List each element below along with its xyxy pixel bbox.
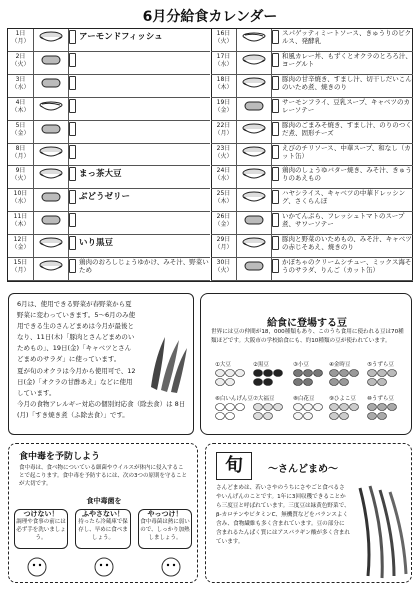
calendar-row (211, 166, 413, 189)
bean-label: ⑩うずら豆 (367, 396, 394, 402)
milk-icon (69, 99, 76, 113)
calendar-row (211, 29, 413, 52)
calendar-date (211, 75, 237, 97)
date-weekday: （月） (11, 38, 30, 45)
rice-icon (237, 121, 272, 143)
milk-icon (69, 53, 76, 67)
food-poisoning-title: 食中毒を予防しよう (19, 452, 101, 462)
calendar-menu: 豚肉のごまみそ焼き、すまし汁、のりのつくだ煮、固形チーズ (282, 120, 412, 137)
bean-label: ③小豆 (293, 362, 309, 368)
calendar-date (211, 189, 237, 211)
rule-kill-title: やっつけ！ (147, 510, 183, 518)
date-weekday: （月） (11, 267, 30, 275)
calendar-menu: いり黒豆 (79, 238, 114, 249)
okra-icon (141, 332, 189, 394)
date-weekday: （水） (214, 60, 233, 68)
calendar-menu (79, 52, 209, 74)
bean-icon (367, 402, 399, 422)
milk-icon (272, 259, 279, 273)
calendar-menu: かぼちゃのクリームシチュー、ミックス海そうのサラダ、りんご（カット缶） (282, 258, 412, 275)
rice-icon (237, 189, 272, 211)
rule-grow-text: 持ったら冷蔵庫で保存し、早めに食べましょう。 (78, 519, 128, 541)
rule-attach-text: 調理や食事の前には必ず手を洗いましょう。 (16, 519, 66, 541)
notice-paragraph-2: 夏が旬のオクラは今月から使用可で、12日(金)「オクラの甘酢あえ」などに使用しています。 (17, 367, 136, 397)
calendar-menu: まっ茶大豆 (79, 169, 122, 180)
bread-icon (34, 75, 69, 97)
bean-icon (215, 368, 247, 388)
calendar-row (8, 258, 210, 281)
bread-icon (34, 121, 69, 143)
date-day: 26日 (216, 213, 231, 221)
rice-icon (237, 144, 272, 166)
noodle-icon (237, 29, 272, 51)
bread-icon (237, 258, 272, 280)
date-day: 15日 (13, 259, 28, 267)
calendar-date (211, 166, 237, 188)
bean-icon (253, 368, 285, 388)
date-weekday: （金） (11, 244, 30, 252)
calendar-date (8, 212, 34, 234)
milk-icon (272, 145, 279, 159)
date-weekday: （木） (11, 106, 30, 114)
date-day: 30日 (216, 259, 231, 267)
date-day: 11日 (13, 213, 28, 221)
seasonal-vegetable-notice (8, 293, 194, 435)
date-day: 29日 (216, 236, 231, 244)
calendar-row (8, 121, 210, 144)
bean-label: ⑦大福豆 (253, 396, 275, 402)
rice-icon (34, 235, 69, 257)
bread-icon (34, 212, 69, 234)
date-day: 1日 (15, 30, 26, 37)
date-day: 12日 (13, 236, 28, 244)
date-weekday: （月） (214, 129, 233, 137)
bean-label: ⑨ひよこ豆 (329, 396, 356, 402)
milk-icon (272, 190, 279, 204)
rule-kill-text: 食中毒菌は熱に弱いので、しっかり加熱しましょう。 (140, 519, 190, 541)
milk-icon (272, 99, 279, 113)
rule-attach (14, 509, 68, 549)
page-title: 6月分給食カレンダー (142, 9, 278, 25)
bread-icon (237, 98, 272, 120)
calendar-row (211, 75, 413, 98)
calendar-menu (79, 212, 209, 234)
calendar-row (211, 258, 413, 281)
calendar-row (8, 75, 210, 98)
calendar-row (8, 212, 210, 235)
calendar-date (8, 166, 34, 188)
calendar-menu (79, 144, 209, 166)
date-day: 4日 (15, 98, 26, 106)
calendar-date (8, 258, 34, 280)
calendar-date (8, 29, 34, 51)
date-weekday: （火） (11, 175, 30, 183)
date-weekday: （火） (214, 152, 233, 160)
calendar-right-column (211, 29, 414, 281)
beans-title: 給食に登場する豆 (267, 318, 347, 329)
food-poisoning-section (8, 443, 198, 583)
milk-icon (69, 30, 76, 44)
sandomame-body: さんどまめは、若いさやのうちにさやごと食べるさやいんげんのことです。1年に3回収穫できることから三度豆と呼ばれています。三度豆は緑黄色野菜で、β-カロテンやビタミンC、無機質などをバランスよく含み、食物繊維も多く含まれています。豆の部分に含まれるたんぱく質にはアスパラギン酸が多く含まれています。 (216, 485, 350, 545)
date-day: 18日 (216, 75, 231, 83)
calendar-date (211, 29, 237, 51)
date-weekday: （金） (214, 106, 233, 114)
bean-label: ⑧白花豆 (293, 396, 315, 402)
calendar-row (211, 189, 413, 212)
beans-intro: 世界には豆の仲間が18，000種類もあり、このうち食用に使われる豆は70種類ほどです。大阪市の学校給食にも、約10種類の豆が使われています。 (211, 329, 404, 344)
season-tag: 旬 (216, 452, 252, 480)
milk-icon (272, 30, 279, 44)
noodle-icon (34, 98, 69, 120)
milk-icon (69, 190, 76, 204)
date-weekday: （月） (214, 244, 233, 252)
calendar-date (211, 212, 237, 234)
date-weekday: （木） (214, 83, 233, 91)
date-day: 2日 (15, 52, 26, 60)
calendar-row (211, 235, 413, 258)
rule-kill (138, 509, 192, 549)
calendar-row (211, 144, 413, 167)
rice-icon (34, 166, 69, 188)
rule-grow (75, 509, 131, 549)
milk-icon (69, 236, 76, 250)
bread-icon (34, 189, 69, 211)
rule-grow-title: ふやさない！ (82, 510, 124, 518)
calendar-row (211, 52, 413, 75)
calendar-menu: えびのチリソース、中華スープ、和なし（カット缶） (282, 143, 411, 160)
date-weekday: （金） (214, 221, 233, 229)
center-title: 食中毒菌を (86, 497, 122, 505)
calendar-menu: 豚肉と野菜のいためもの、みそ汁、キャベツの赤じそあえ、焼きのり (282, 235, 412, 252)
date-day: 8日 (15, 144, 26, 152)
milk-icon (272, 122, 279, 136)
calendar-menu: 和風カレー丼、もずくとオクラのとろろ汁、ヨーグルト (282, 51, 412, 68)
calendar-date (8, 98, 34, 120)
rice-icon (237, 235, 272, 257)
bean-label: ⑤うずら豆 (367, 362, 394, 368)
bean-label: ⑥白いんげん豆 (215, 396, 253, 402)
bean-icon (253, 402, 285, 422)
calendar-menu: 豚肉の甘辛焼き、すまし汁、切干しだいこんのいため煮、焼きのり (282, 74, 412, 91)
calendar-date (8, 121, 34, 143)
bean-icon (215, 402, 247, 422)
calendar-row (8, 144, 210, 167)
milk-icon (69, 122, 76, 136)
date-day: 17日 (216, 52, 231, 60)
sandomame-section (205, 443, 412, 583)
rice-icon (237, 166, 272, 188)
calendar-row (211, 98, 413, 121)
rule-attach-title: つけない！ (23, 510, 59, 518)
food-poisoning-illustration (19, 554, 189, 580)
calendar-menu: ぶどうゼリー (79, 192, 131, 203)
bean-icon (329, 368, 361, 388)
calendar-row (211, 212, 413, 235)
date-weekday: （月） (11, 152, 30, 160)
milk-icon (272, 53, 279, 67)
date-weekday: （水） (11, 198, 30, 206)
date-day: 10日 (13, 190, 28, 198)
rice-icon (34, 258, 69, 280)
bread-icon (34, 52, 69, 74)
food-poisoning-body: 食中毒は、食べ物についている細菌やウイルスが体内に侵入することで起こります。食中毒を予防するには、次の3つの原則を守ることが大切です。 (19, 465, 188, 487)
date-weekday: （水） (214, 175, 233, 183)
calendar-date (211, 258, 237, 280)
bread-icon (237, 212, 272, 234)
calendar-menu: いかてんぷら、フレッシュトマトのスープ煮、サワーソテー (282, 212, 405, 229)
calendar-row (8, 189, 210, 212)
allergy-notice: 今月の食物アレルギー対応の個別対応食（除去食）は 8日(月)「すき焼き煮（ふ除去食）」です。 (17, 400, 186, 419)
bean-icon (293, 368, 325, 388)
calendar-menu (79, 75, 209, 97)
bean-icon (293, 402, 325, 422)
calendar-date (211, 235, 237, 257)
date-day: 19日 (216, 98, 231, 106)
calendar-date (211, 52, 237, 74)
calendar-row (8, 166, 210, 189)
calendar-row (8, 235, 210, 258)
bean-icon (367, 368, 399, 388)
calendar-menu: スパゲッティミートソース、きゅうりのピクルス、発酵乳 (282, 29, 412, 45)
milk-icon (272, 236, 279, 250)
rice-icon (34, 29, 69, 51)
calendar-date (8, 52, 34, 74)
date-weekday: （木） (214, 198, 233, 206)
date-weekday: （火） (11, 60, 30, 68)
calendar-menu: ハヤシライス、キャベツの中華ドレッシング、さくらんぼ (282, 189, 406, 206)
bean-pod-icon (354, 484, 410, 580)
date-weekday: （金） (11, 129, 30, 137)
calendar-menu: 鶏肉のおろしじょうゆかけ、みそ汁、野菜いため (79, 258, 209, 275)
notice-paragraph-1: 6月は、使用できる野菜が春野菜から夏野菜に変わっていきます。5～6月のみ使用できる生のさんどまめは今月が最後となり、11日(木)「豚肉とさんどまめのいためもの」、19日(金)「キャベツとさんどまめのサラダ」に使っています。 (17, 300, 136, 363)
date-weekday: （木） (11, 221, 30, 229)
sandomame-title: ～さんどまめ～ (268, 464, 338, 475)
milk-icon (272, 76, 279, 90)
calendar-row (8, 29, 210, 52)
calendar-date (8, 235, 34, 257)
calendar-date (8, 75, 34, 97)
calendar-date (8, 189, 34, 211)
calendar-menu: 鶏肉のしょうゆバター焼き、みそ汁、きゅうりのあえもの (282, 166, 412, 183)
milk-icon (69, 259, 76, 273)
calendar-menu (79, 98, 209, 120)
calendar (7, 28, 413, 282)
beans-section (200, 293, 412, 435)
date-day: 16日 (216, 30, 231, 37)
calendar-date (211, 98, 237, 120)
rice-icon (237, 75, 272, 97)
date-day: 3日 (15, 75, 26, 83)
date-day: 24日 (216, 167, 231, 175)
date-day: 9日 (15, 167, 26, 175)
date-day: 25日 (216, 190, 231, 198)
rice-icon (34, 144, 69, 166)
calendar-menu: サーモンフライ、豆乳スープ、キャベツのカレーソテー (282, 97, 411, 114)
bean-label: ①大豆 (215, 362, 231, 368)
milk-icon (69, 145, 76, 159)
calendar-row (8, 98, 210, 121)
milk-icon (69, 76, 76, 90)
calendar-date (8, 144, 34, 166)
calendar-date (211, 121, 237, 143)
calendar-row (211, 121, 413, 144)
date-weekday: （火） (214, 267, 233, 275)
bean-label: ④金時豆 (329, 362, 351, 368)
milk-icon (69, 213, 76, 227)
bean-label: ②黒豆 (253, 362, 269, 368)
calendar-menu (79, 121, 209, 143)
milk-icon (272, 213, 279, 227)
bean-icon (329, 402, 361, 422)
calendar-date (211, 144, 237, 166)
rice-icon (237, 52, 272, 74)
calendar-left-column (8, 29, 212, 281)
date-day: 22日 (216, 121, 231, 129)
date-day: 5日 (15, 121, 26, 129)
calendar-menu: アーモンドフィッシュ (79, 32, 163, 42)
date-weekday: （火） (214, 38, 233, 45)
date-weekday: （水） (11, 83, 30, 91)
date-day: 23日 (216, 144, 231, 152)
milk-icon (272, 167, 279, 181)
calendar-row (8, 52, 210, 75)
milk-icon (69, 167, 76, 181)
